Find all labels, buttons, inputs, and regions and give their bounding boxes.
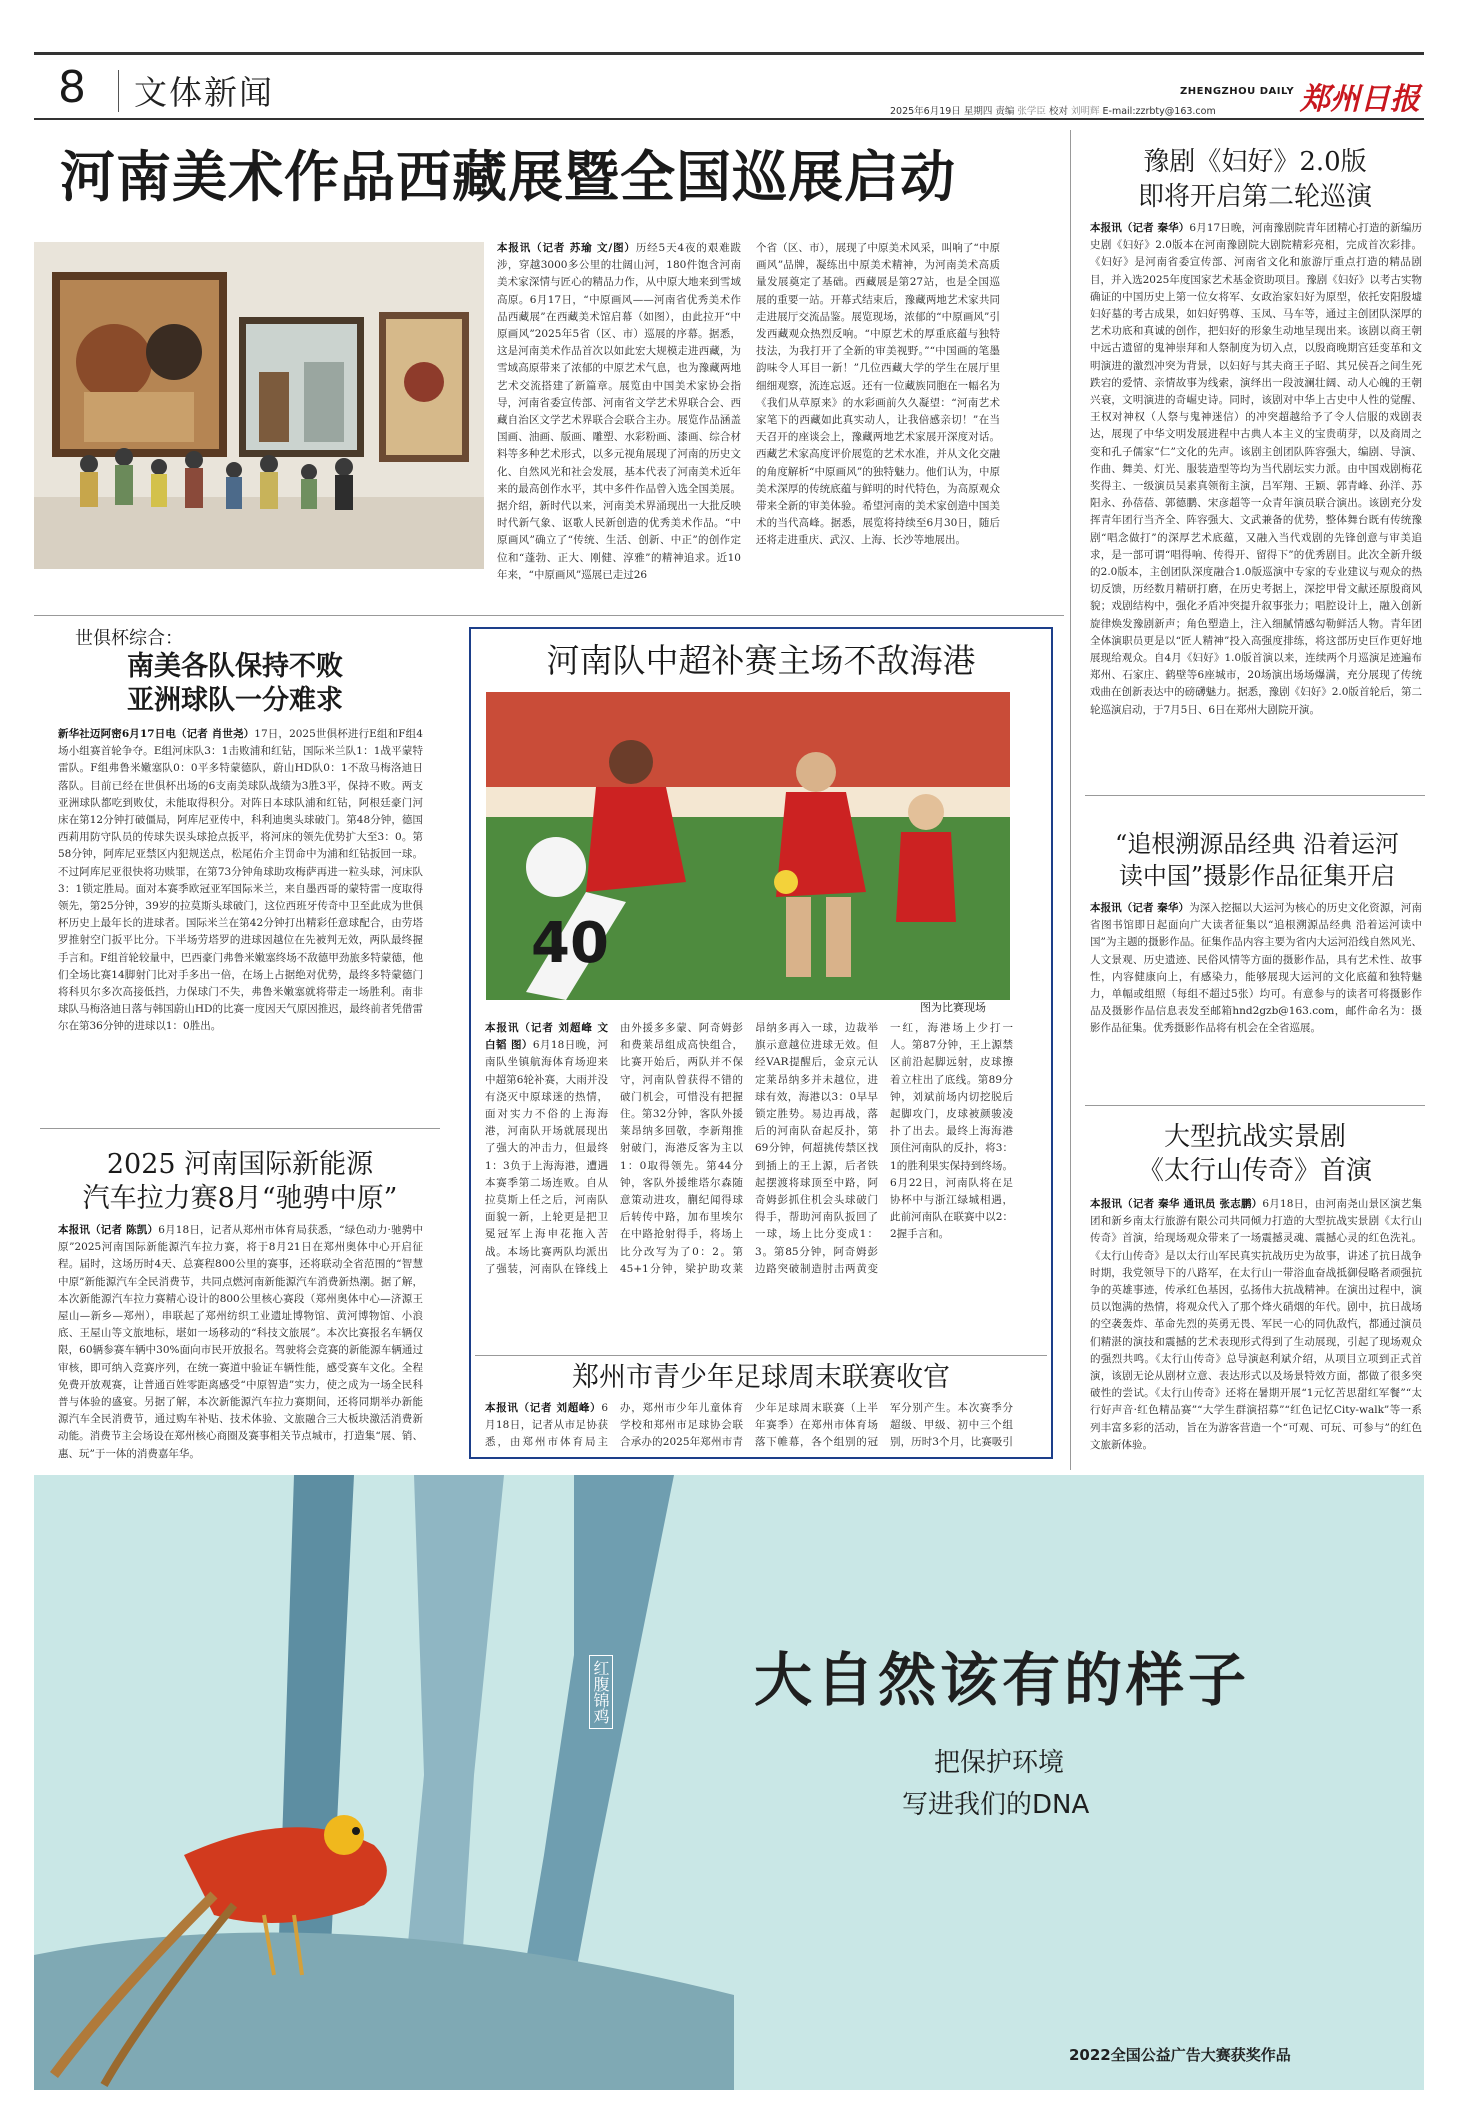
football-body-wrap [485, 1020, 1013, 1350]
right-divider-1 [1085, 795, 1425, 796]
photo-contest-headline-1: “追根溯源品经典 沿着运河 [1115, 830, 1399, 858]
opera-body-text: 6月17日晚，河南豫剧院青年团精心打造的新编历史剧《妇好》2.0版本在河南豫剧院大剧院精彩亮相，完成首次彩排。《妇好》是河南省委宣传部、河南省文化和旅游厅重点打造的精品剧目，并入选2025年度国家艺术基金资助项目。豫剧《妇好》以考古实物确证的中国历史上第一位女将军、女政治家妇好为原型，依托安阳殷墟妇好墓的考古成果，如妇好鸮尊、玉凤、马车等，通过主创团队深厚的艺术功底和真诚的创作，把妇好的形象生动地呈现出来。该剧以商王朝中远古遗留的鬼神崇拜和人祭制度为切入点，以殷商晚期宫廷变革和文明演进的激烈冲突为背景，以妇好与其夫商王子昭、其兄侯吾之间生死跌宕的爱情、亲情故事为线索，演绎出一段波澜壮阔、动人心魄的王朝兴衰，文明演进的奇崛史诗。同时，该剧对中华上古史中人性的觉醒、王权对神权（人祭与鬼神迷信）的冲突超越给予了令人信服的戏剧表达，展现了中华文明发展进程中古典人本主义的宝贵萌芽，以及商周之变和孔子儒家“仁”文化的先声。该剧主创团队阵容强大，编剧、导演、作曲、舞美、灯光、服装造型等均为当代剧坛实力派。由中国戏剧梅花奖得主、一级演员吴素真领衔主演，吕军翔、王颖、郭青峰、孙洋、苏阳永、孙蓓蓓、郭德鹏、宋彦超等一众青年演员联合演出。该剧充分发挥青年团行当齐全、阵容强大、文武兼备的优势，整体舞台既有传统豫剧“唱念做打”的深厚艺术底蕴，又融入当代戏剧的先锋创意与审美追求，是一部可谓“唱得响、传得开、留得下”的优秀剧目。此次全新升级的2.0版本，主创团队深度融合1.0版巡演中专家的专业建议与观众的热切反馈，历经数月精研打磨，在历史考据上，深挖甲骨文献还原殷商风貌；戏剧结构中，强化矛盾冲突提升叙事张力；唱腔设计上，融入创新旋律焕发豫剧新声；角色塑造上，注入细腻情感勾勒鲜活人物。青年团全体演职员更是以“匠人精神”投入高强度排练，将这部历史巨作更好地展现给观众。自4月《妇好》1.0版首演以来，连续两个月巡演足迹遍布郑州、石家庄、鹤壁等6座城市，20场演出场场爆满，充分展现了传统戏曲在创新表达中的磅礴魅力。据悉，豫剧《妇好》2.0版首轮后，第二轮巡演启动，于7月5日、6日在郑州大剧院开演。 [1090, 222, 1422, 716]
editor-name: 张学臣 [1017, 106, 1046, 117]
worldcup-headline-1: 南美各队保持不败 [127, 651, 343, 682]
football-photo [486, 692, 1010, 1000]
masthead-divider [118, 70, 119, 112]
youth-body-wrap [485, 1400, 1013, 1455]
opera-body [1090, 220, 1422, 760]
art-body-text-1: 历经5天4夜的艰难跋涉，穿越3000多公里的壮阔山河，180件饱含河南美术家深情与匠心的精品力作，从中原大地来到雪域高原。6月17日，“中原画风——河南省优秀美术作品西藏展”在西藏美术馆启幕（如图），由此拉开“中原画风”2025年5省（区、市）巡展的序幕。据悉，这是河南美术作品首次以如此宏大规模走进西藏，为雪域高原带来了浓郁的中原艺术气息，也为豫藏两地艺术交流搭建了新篇章。展览由中国美术家协会指导，河南省委宣传部、河南省文学艺术界联合会、西藏自治区文学艺术界联合会联合主办。展览作品涵盖国画、油画、版画、雕塑、水彩粉画、漆画、综合材料等多种艺术形式，以多元视角展现了河南的历史文化、自然风光和社会发展，基本代表了河南美术近年来的最高创作水平，其中多件作品曾入选全国美展。据介绍，新时代以来，河南美术界涌现出一大批反映时代新气象、讴歌人民新创造的优秀美术作品。“中原画风”确立了“传统、生活、创新、中正”的创作定位和“蓬勃、正大、刚健、淳雅”的精神追求。近10年来，“中原画风”巡展已走过26 [497, 242, 741, 580]
section-title: 文体新闻 [134, 73, 274, 112]
date-line [890, 103, 1216, 117]
rally-byline: 本报讯（记者 陈凯） [58, 1224, 159, 1236]
proof-label: 校对 [1048, 106, 1068, 117]
youth-body-text: 6月18日，记者从市足协获悉，由郑州市体育局主办，郑州市少年儿童体育学校和郑州市足球协会联合承办的2025年郑州市青少年足球周末联赛（上半年赛季）在郑州市体育场落下帷幕，各个组别的冠军分别产生。本次赛季分超级、甲级、初中三个组别，历时3个月，比赛吸引 [485, 1402, 1013, 1449]
masthead-top-rule [34, 52, 1424, 55]
art-body-text-2: 个省（区、市），展现了中原美术风采，叫响了“中原画风”品牌，凝练出中原美术精神，为河南美术高质量发展奠定了基础。西藏展是第27站，也是全国巡展的重要一站。开幕式结束后，豫藏两地艺术家共同走进展厅交流品鉴。展览现场，浓郁的“中原画风”引发西藏观众热烈反响。“中原艺术的厚重底蕴与独特技法，为我打开了全新的审美视野。”“中国画的笔墨韵味令人耳目一新！”几位西藏大学的学生在展厅里细细观察，流连忘返。还有一位藏族同胞在一幅名为《我们从草原来》的水彩画前久久凝望：“河南艺术家笔下的西藏如此真实动人，让我倍感亲切！”在当天召开的座谈会上，豫藏两地艺术家展开深度对话。西藏艺术家高度评价展览的艺术水准，并从文化交融的角度解析“中原画风”的独特魅力。他们认为，中原美术深厚的传统底蕴与鲜明的时代特色，为高原观众带来全新的审美体验。希望河南的美术家创造中国美术的当代高峰。据悉，展览将持续至6月30日，随后还将走进重庆、武汉、上海、长沙等地展出。 [756, 242, 1000, 547]
column-divider [1070, 130, 1071, 1470]
taihang-body [1090, 1196, 1422, 1471]
worldcup-body-text: 17日，2025世俱杯进行E组和F组4场小组赛首轮争夺。E组河床队3：1击败浦和红钻，国际米兰队1：1战平蒙特雷队。F组弗鲁米嫩塞队0：0平多特蒙德队，蔚山HD队0：1不敌马梅洛迪日落队。目前已经在世俱杯出场的6支南美球队战绩为3胜3平，保持不败。两支亚洲球队都吃到败仗，未能取得积分。对阵日本球队浦和红钻，阿根廷豪门河床在第12分钟打破僵局，阿库尼亚传中，科利迪奥头球破门。第48分钟，德国西莉用防守队员的传球失误头球抢点扳平，将河床的领先优势扩大至3：0。第58分钟，阿库尼亚禁区内犯规送点，松尾佑介主罚命中为浦和红钻扳回一球。不过阿库尼亚很快将功赎罪，在第73分钟角球助攻梅萨再进一粒头球，河床队3：1锁定胜局。面对本赛季欧冠亚军国际米兰，来自墨西哥的蒙特雷一度取得领先，第25分钟，39岁的拉莫斯头球破门，这位西班牙传奇中卫至此成为世俱杯历史上最年长的进球者。国际米兰在第42分钟打出精彩任意球配合，由劳塔罗推射空门扳平比分。下半场劳塔罗的进球因越位在先被判无效，两队最终握手言和。F组首轮较量中，巴西豪门弗鲁米嫩塞终场不敌德甲劲旅多特蒙德，他们全场比赛14脚射门比对手多出一倍，在场上占据绝对优势，最终多特蒙德门将科贝尔多次高接低挡，力保球门不失，弗鲁米嫩塞就将带走一场胜利。南非球队马梅洛迪日落与韩国蔚山HD的比赛一度因天气原因推迟，最终前者凭借雷尔在第36分钟的进球以1：0胜出。 [58, 728, 423, 1033]
worldcup-kicker: 世俱杯综合： [75, 628, 183, 649]
opera-headline-2: 即将开启第二轮巡演 [1137, 182, 1372, 212]
art-body-col1 [497, 240, 741, 580]
masthead-bottom-rule [34, 118, 1424, 120]
art-byline: 本报讯（记者 苏瑜 文/图） [497, 242, 636, 254]
psa-headline: 大自然该有的样子 [754, 1646, 1251, 1714]
football-body-text: 6月18日晚，河南队坐镇航海体育场迎来中超第6轮补赛，大雨并没有浇灭中原球迷的热情，面对实力不俗的上海海港，河南队开场就展现出了强大的冲击力，但最终1：3负于上海海港，遭遇本赛季第二场连败。自从拉莫斯上任之后，河南队面貌一新，上轮更是把卫冕冠军上海申花拖入苦战。本场比赛两队均派出了强装，河南队在锋线上由外援多多蒙、阿奇姆彭和费莱昂组成高快组合，比赛开始后，两队并不保守，河南队曾获得不错的破门机会，可惜没有把握住。第32分钟，客队外援莱昂纳多回敬，李新翔推射破门，海港反客为主以1：0取得领先。第44分钟，客队外援维塔尔森随意策动进攻，蒯纪闻得球后转传中路，加布里埃尔在中路抢射得手，将场上比分改写为了0：2。第45+1分钟，梁护助攻莱昂纳多再入一球，边裁举旗示意越位进球无效。但经VAR提醒后，金京元认定莱昂纳多并未越位，进球有效，海港以3：0早早锁定胜势。易边再战，落后的河南队奋起反扑，第69分钟，何超挑传禁区找到插上的王上源，后者铁起摆渡将球顶至中路，阿奇姆彭抓住机会头球破门得手，帮助河南队扳回了一球，场上比分变成1：3。第85分钟，阿奇姆彭边路突破制造肘击两黄变一红，海港场上少打一人。第87分钟，王上源禁区前沿起脚远射，皮球擦着立柱出了底线。第89分钟，刘斌前场内切挖脱后起脚攻门，皮球被颜骏凌扑了出去。最终上海海港顶住河南队的反扑，将3：1的胜利果实保持到终场。6月22日，河南队将在足协杯中与浙江绿城相遇，此前河南队在联赛中以2：2握手言和。 [485, 1022, 1013, 1275]
art-photo [34, 242, 484, 569]
psa-line-1: 把保护环境 [934, 1748, 1065, 1778]
right-divider-2 [1085, 1105, 1425, 1106]
art-bottom-divider [34, 615, 1064, 616]
youth-headline: 郑州市青少年足球周末联赛收官 [572, 1362, 950, 1393]
taihang-body-text: 6月18日，由河南尧山景区演艺集团和新乡南太行旅游有限公司共同倾力打造的大型抗战实景剧《太行山传奇》首演，给现场观众带来了一场震撼灵魂、震撼心灵的红色洗礼。《太行山传奇》是以太行山军民真实抗战历史为故事，讲述了抗日战争时期，我党领导下的八路军，在太行山一带浴血奋战抵御侵略者顽强抗争的英雄事迹，传承红色基因，弘扬伟大抗战精神。在演出过程中，演员以饱满的热情，将观众代入了那个烽火硝烟的年代。剧中，抗日战场的空袭轰炸、革命先烈的英勇无畏、军民一心的同仇敌忾，都通过演员们精湛的演技和震撼的艺术表现形式得到了生动展现，引起了现场观众的强烈共鸣。《太行山传奇》总导演赵利斌介绍，从项目立项到正式首演，该剧无论从剧材立意、表达形式以及场景特效方面，都做了很多突破性的尝试。《太行山传奇》还将在暑期开展“1元忆苦思甜红军餐”“太行好声音·红色精品赛”“大学生群演招募”“红色记忆City-walk”等一系列丰富多彩的活动，旨在为游客营造一个“可观、可玩、可参与”的红色文旅新体验。 [1090, 1198, 1422, 1451]
svg-text:40: 40 [531, 911, 609, 976]
date-and-editor-label: 2025年6月19日 星期四 责编 [890, 106, 1015, 117]
rally-body-text: 6月18日，记者从郑州市体育局获悉，“绿色动力·驰骋中原”2025河南国际新能源汽车拉力赛，将于8月21日在郑州奥体中心开启征程。届时，这场历时4天、总赛程800公里的赛事，还将联动全省范围的“智慧中原”新能源汽车全民消费节，共同点燃河南新能源汽车消费新热潮。据了解，本次新能源汽车拉力赛精心设计的800公里核心赛段（郑州奥体中心—济源王屋山—新乡—郑州），串联起了郑州纺织工业遗址博物馆、黄河博物馆、小浪底、王屋山等文旅地标，堪如一场移动的“科技文旅展”。本次比赛报名车辆仅限，60辆参赛车辆中30%面向市民开放报名。驾驶将会竞赛的新能源车辆通过审核，即可纳入竞赛序列，在统一赛道中验证车辆性能，感受赛车文化。全程免费开放观赛，让普通百姓零距离感受“中原智造”实力，使之成为一场全民科普与体验的盛宴。另据了解，本次新能源汽车拉力赛期间，还将同期举办新能源汽车全民消费节，通过购车补贴、技术体验、文旅融合三大板块激活消费新动能。消费节主会场设在郑州核心商圈及赛事相关节点城市，打造集“展、销、惠、玩”于一体的消费嘉年华。 [58, 1224, 423, 1460]
football-caption: 图为比赛现场 [920, 1001, 986, 1014]
taihang-byline: 本报讯（记者 秦华 通讯员 张志鹏） [1090, 1198, 1263, 1210]
worldcup-headline-2: 亚洲球队一分难求 [127, 685, 343, 716]
forest-illustration [34, 1475, 1424, 2090]
youth-byline: 本报讯（记者 刘超峰） [485, 1402, 602, 1414]
photo-contest-headline-2: 读中国”摄影作品征集开启 [1118, 862, 1396, 890]
opera-byline: 本报讯（记者 秦华） [1090, 222, 1190, 234]
paper-english-name: ZHENGZHOU DAILY [1180, 86, 1295, 97]
proofreader-name: 刘明辉 [1070, 106, 1100, 117]
football-headline: 河南队中超补赛主场不敌海港 [546, 641, 976, 680]
photo-contest-byline: 本报讯（记者 秦华） [1090, 902, 1190, 914]
taihang-headline-2: 《太行山传奇》首演 [1137, 1156, 1372, 1186]
page-number: 8 [58, 62, 86, 113]
rally-headline-1: 2025 河南国际新能源 [106, 1149, 374, 1180]
rally-body [58, 1222, 423, 1472]
photo-contest-body-text: 为深入挖掘以大运河为核心的历史文化资源，河南省图书馆即日起面向广大读者征集以“追根溯源品经典 沿着运河读中国”为主题的摄影作品。征集作品内容主要为省内大运河沿线自然风光、人文景观、历史遗迹、民俗风情等方面的摄影作品，具有艺术性、故事性，内容健康向上，有感染力，能够展现大运河的文化底蕴和独特魅力，单幅或组照（每组不超过5张）均可。有意参与的读者可将摄影作品及摄影作品信息表发至邮箱hnd2gzb@163.com，邮件命名为：摄影作品征集。优秀摄影作品将有机会在全省巡展。 [1090, 902, 1422, 1035]
match-illustration [486, 692, 1010, 1000]
taihang-headline-1: 大型抗战实景剧 [1163, 1122, 1346, 1152]
rally-headline-2: 汽车拉力赛8月“驰骋中原” [82, 1183, 398, 1214]
email: E-mail:zzrbty@163.com [1102, 106, 1216, 117]
football-byline: 本报讯（记者 刘超峰 文 白韬 图） [485, 1022, 608, 1052]
art-body-col2 [756, 240, 1000, 580]
gallery-illustration [34, 242, 484, 569]
paper-logo: 郑州日报 [1300, 82, 1420, 117]
art-headline: 河南美术作品西藏展暨全国巡展启动 [60, 144, 957, 209]
psa-bird-label: 红腹锦鸡 [589, 1655, 613, 1729]
worldcup-byline: 新华社迈阿密6月17日电（记者 肖世尧） [58, 728, 255, 740]
psa-award: 2022全国公益广告大赛获奖作品 [1069, 2046, 1291, 2064]
youth-divider [475, 1355, 1047, 1356]
opera-headline-1: 豫剧《妇好》2.0版 [1143, 147, 1367, 177]
psa-panel [34, 1475, 1424, 2090]
psa-line-2: 写进我们的DNA [902, 1790, 1090, 1820]
worldcup-body [58, 726, 423, 1146]
left-divider [40, 1128, 440, 1129]
photo-contest-body [1090, 900, 1422, 1100]
